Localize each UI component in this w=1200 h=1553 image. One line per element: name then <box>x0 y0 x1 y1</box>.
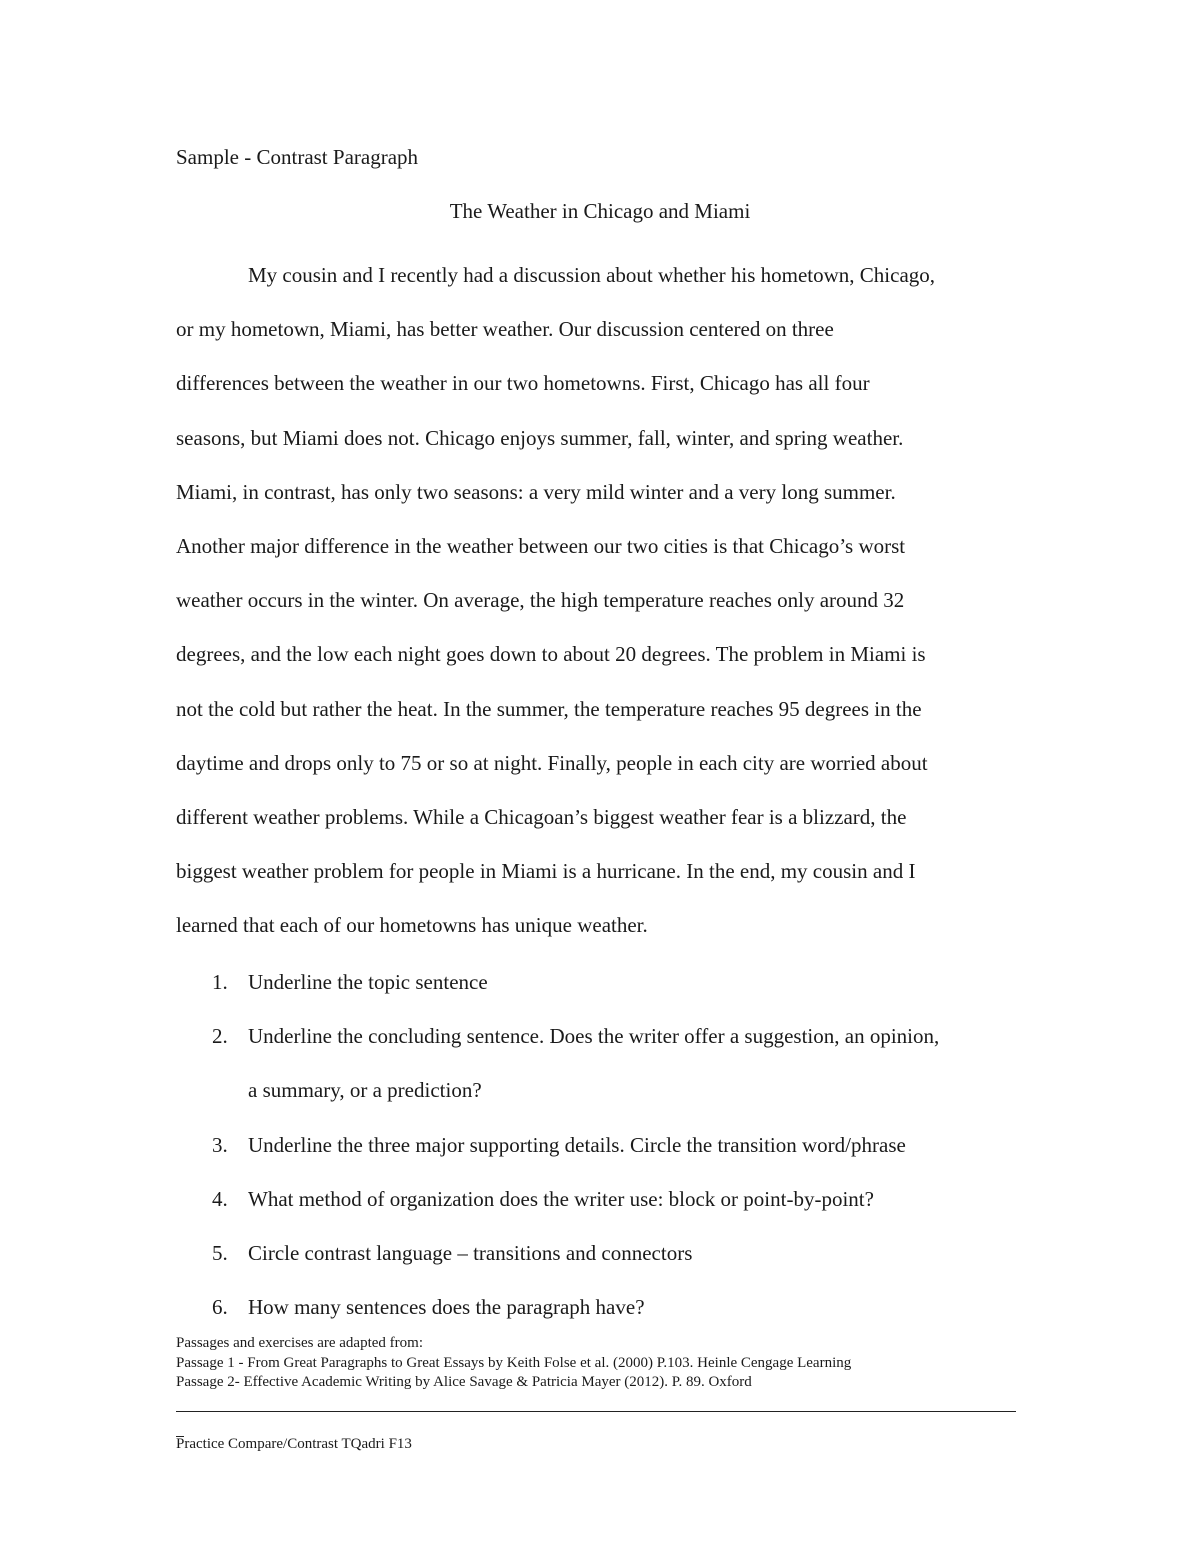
question-number: 3. <box>212 1132 228 1157</box>
question-number: 4. <box>212 1186 228 1211</box>
source-passage-1: Passage 1 - From Great Paragraphs to Great Essays by Keith Folse et al. (2000) P.103. Heinle Cengage Learning <box>176 1354 852 1371</box>
paragraph-line: daytime and drops only to 75 or so at night. Finally, people in each city are worried about <box>176 750 928 775</box>
question-line: How many sentences does the paragraph have? <box>248 1295 645 1320</box>
paragraph-line: Miami, in contrast, has only two seasons: a very mild winter and a very long summer. <box>176 479 896 504</box>
paragraph-line: seasons, but Miami does not. Chicago enjoys summer, fall, winter, and spring weather. <box>176 425 904 450</box>
question-number: 5. <box>212 1241 228 1266</box>
paragraph-line: degrees, and the low each night goes down to about 20 degrees. The problem in Miami is <box>176 642 926 667</box>
paragraph-line: weather occurs in the winter. On average, the high temperature reaches only around 32 <box>176 588 905 613</box>
question-item <box>176 1118 1036 1172</box>
question-item <box>176 1280 1036 1334</box>
question-line: Underline the concluding sentence. Does the writer offer a suggestion, an opinion, <box>248 1024 940 1049</box>
sources-heading: Passages and exercises are adapted from: <box>176 1335 423 1351</box>
question-text <box>248 1226 1036 1280</box>
document-title: The Weather in Chicago and Miami <box>449 199 751 223</box>
question-line: Circle contrast language – transitions and connectors <box>248 1241 693 1266</box>
question-number: 1. <box>212 970 228 994</box>
footer-divider <box>176 1411 1016 1412</box>
question-line: What method of organization does the writer use: block or point-by-point? <box>248 1186 874 1211</box>
question-item <box>176 1009 1036 1117</box>
question-text <box>248 1118 1036 1172</box>
question-line: Underline the topic sentence <box>248 970 488 994</box>
question-list <box>176 955 1036 1334</box>
question-item <box>176 1172 1036 1226</box>
question-text <box>248 1009 1036 1117</box>
question-line: Underline the three major supporting details. Circle the transition word/phrase <box>248 1132 906 1157</box>
paragraph-line: My cousin and I recently had a discussion about whether his hometown, Chicago, <box>248 263 936 287</box>
paragraph-line: not the cold but rather the heat. In the summer, the temperature reaches 95 degrees in the <box>176 696 922 721</box>
paragraph-line: learned that each of our hometowns has unique weather. <box>176 913 648 938</box>
question-line: a summary, or a prediction? <box>248 1078 482 1103</box>
paragraph-line: Another major difference in the weather between our two cities is that Chicago’s worst <box>176 534 906 559</box>
sources-note <box>176 1334 851 1393</box>
document-label: Sample - Contrast Paragraph <box>176 145 419 169</box>
paragraph-line: different weather problems. While a Chicagoan’s biggest weather fear is a blizzard, the <box>176 805 907 830</box>
question-text <box>248 1280 1036 1334</box>
question-number: 6. <box>212 1295 228 1320</box>
question-number: 2. <box>212 1024 228 1049</box>
source-passage-2: Passage 2- Effective Academic Writing by Alice Savage & Patricia Mayer (2012). P. 89. Oxford <box>176 1374 752 1390</box>
question-text <box>248 1172 1036 1226</box>
paragraph-line: biggest weather problem for people in Miami is a hurricane. In the end, my cousin and I <box>176 859 916 884</box>
question-text <box>248 955 1036 1009</box>
paragraph-line: differences between the weather in our two hometowns. First, Chicago has all four <box>176 371 870 396</box>
page-footer: Practice Compare/Contrast TQadri F13 <box>176 1436 412 1452</box>
question-item <box>176 955 1036 1009</box>
question-item <box>176 1226 1036 1280</box>
contrast-paragraph <box>176 248 1026 953</box>
paragraph-line: or my hometown, Miami, has better weather. Our discussion centered on three <box>176 317 834 342</box>
